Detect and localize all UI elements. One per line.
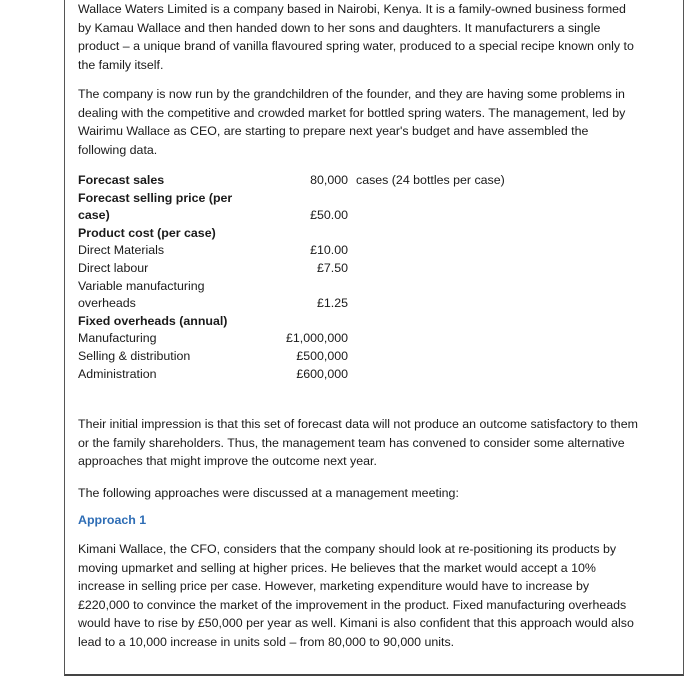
table-row	[78, 190, 638, 208]
forecast-table	[78, 172, 638, 383]
administration-label: Administration	[78, 366, 157, 381]
selling-price-label: Forecast selling price (per	[78, 190, 233, 205]
direct-labour-value: £7.50	[316, 260, 348, 275]
table-row	[78, 225, 638, 243]
table-row	[78, 172, 638, 190]
variable-overheads-value: £1.25	[316, 296, 348, 311]
approach-1-heading: Approach 1	[78, 513, 147, 527]
direct-materials-value: £10.00	[310, 243, 348, 258]
variable-overheads-label: Variable manufacturing	[78, 278, 205, 293]
manufacturing-value: £1,000,000	[285, 331, 348, 346]
forecast-sales-value: 80,000	[310, 173, 348, 187]
approaches-intro: The following approaches were discussed at a management meeting:	[78, 486, 459, 500]
table-row	[78, 278, 638, 296]
table-row	[78, 313, 638, 331]
table-row	[78, 348, 638, 366]
selling-price-value: £50.00	[310, 208, 348, 223]
forecast-sales-unit: cases (24 bottles per case)	[356, 173, 505, 187]
table-row	[78, 366, 638, 384]
direct-materials-label: Direct Materials	[78, 243, 165, 258]
table-row	[78, 207, 638, 225]
administration-value: £600,000	[296, 366, 348, 381]
manufacturing-label: Manufacturing	[78, 331, 157, 346]
direct-labour-label: Direct labour	[78, 260, 149, 275]
product-cost-label: Product cost (per case)	[78, 225, 216, 240]
forecast-sales-label: Forecast sales	[78, 173, 165, 187]
approach-1-paragraph: Kimani Wallace, the CFO, considers that the company should look at re-positioning its products by moving upmarket and selling at higher prices. He believes that the market would accept a 10% increase in selling price per case. However, marketing expenditure would have to increase by £220,000 to convince the market of the improvement in the product. Fixed manufacturing overheads would have to rise by £50,000 per year as well. Kimani is also confident that this approach would also lead to a 10,000 increase in units sold – from 80,000 to 90,000 units.	[78, 542, 634, 649]
table-row	[78, 242, 638, 260]
selling-price-label-cont: case)	[78, 208, 110, 223]
selling-distribution-value: £500,000	[296, 348, 348, 363]
variable-overheads-label-cont: overheads	[78, 296, 136, 311]
management-paragraph: The company is now run by the grandchildren of the founder, and they are having some problems in dealing with the competitive and crowded market for bottled spring waters. The management, led by Wairimu Wallace as CEO, are starting to prepare next year's budget and have assembled the following data.	[78, 87, 626, 157]
impression-paragraph: Their initial impression is that this set of forecast data will not produce an outcome satisfactory to them or the family shareholders. Thus, the management team has convened to consider some alternative approaches that might improve the outcome next year.	[78, 417, 638, 468]
fixed-overheads-label: Fixed overheads (annual)	[78, 313, 228, 328]
table-row	[78, 330, 638, 348]
table-row	[78, 260, 638, 278]
selling-distribution-label: Selling & distribution	[78, 348, 191, 363]
intro-paragraph: Wallace Waters Limited is a company based in Nairobi, Kenya. It is a family-owned business formed by Kamau Wallace and then handed down to her sons and daughters. It manufacturers a single product – a unique brand of vanilla flavoured spring water, produced to a special recipe known only to the family itself.	[78, 2, 634, 72]
document-page	[64, 0, 684, 676]
table-row	[78, 295, 638, 313]
